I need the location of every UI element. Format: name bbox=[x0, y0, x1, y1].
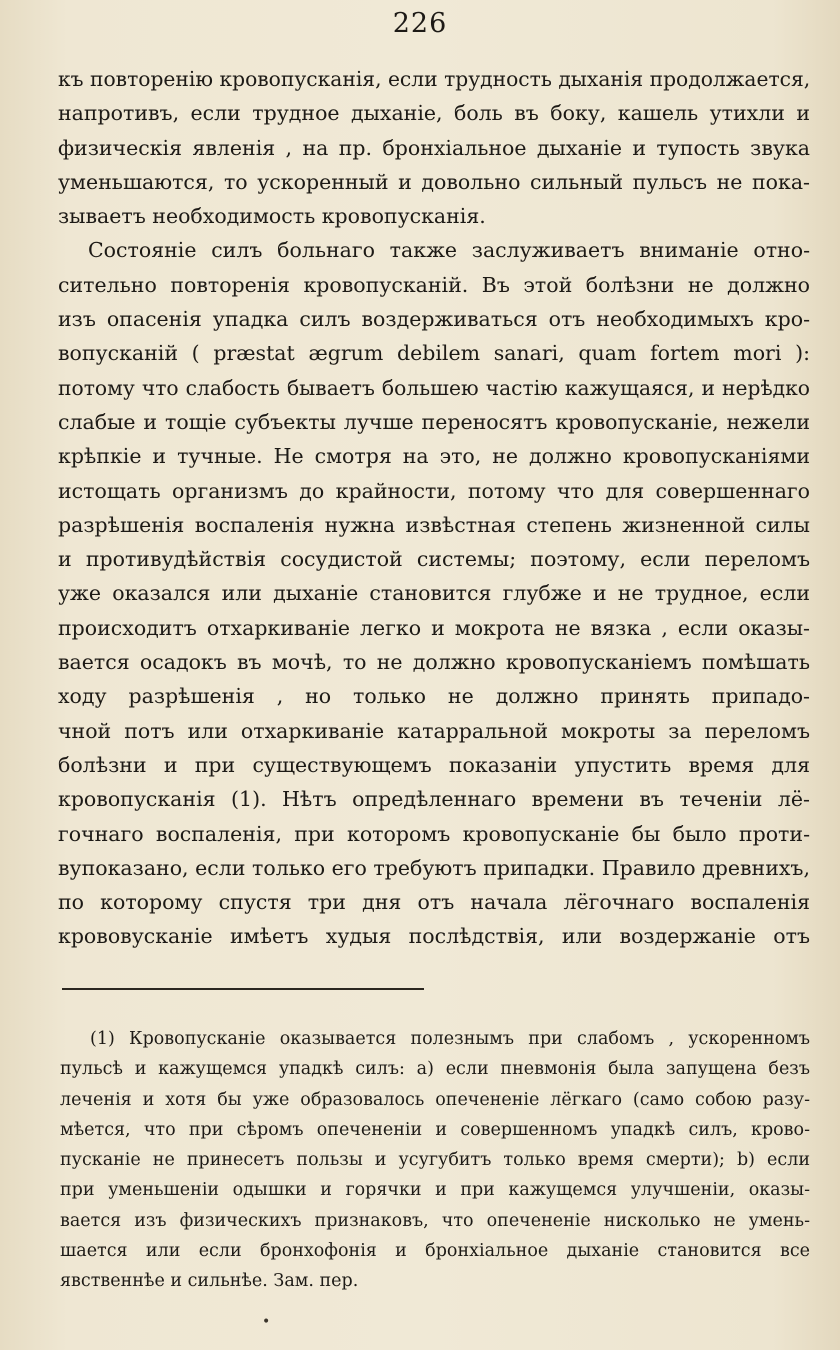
footnote-line: пусканіе не принесетъ пользы и усугубитъ только время смерти); b) если bbox=[60, 1150, 810, 1171]
footnote-line: пульсѣ и кажущемся упадкѣ силъ: a) если пневмонія была запущена безъ bbox=[60, 1059, 810, 1080]
text-line: истощать организмъ до крайности, потому что для совершеннаго bbox=[58, 478, 810, 503]
printer-mark: • bbox=[262, 1314, 271, 1330]
text-line: крововусканіе имѣетъ худыя послѣдствія, или воздержаніе отъ bbox=[58, 924, 810, 949]
footnote-line: шается или если бронхофонія и бронхіальное дыханіе становится все bbox=[60, 1241, 810, 1262]
text-line: уже оказался или дыханіе становится глубже и не трудное, если bbox=[58, 581, 810, 606]
footnote-line: при уменьшеніи одышки и горячки и при кажущемся улучшеніи, оказы- bbox=[60, 1180, 810, 1201]
text-line: гочнаго воспаленія, при которомъ кровопусканіе бы было проти- bbox=[58, 821, 810, 846]
footnote bbox=[60, 1024, 810, 1297]
text-line: кровопусканія (1). Нѣтъ опредѣленнаго времени въ теченіи лё- bbox=[58, 787, 810, 812]
footnote-line: явственнѣе и сильнѣе. Зам. пер. bbox=[60, 1271, 359, 1292]
text-line: чной потъ или отхаркиваніе катарральной мокроты за переломъ bbox=[58, 718, 810, 743]
footnote-line: мѣется, что при сѣромъ опечененіи и совершенномъ упадкѣ силъ, крово- bbox=[60, 1119, 810, 1140]
footnote-divider bbox=[62, 988, 424, 990]
text-line: изъ опасенія упадка силъ воздерживаться отъ необходимыхъ кро- bbox=[58, 307, 810, 332]
footnote-line: вается изъ физическихъ признаковъ, что опечененіе нисколько не умень- bbox=[60, 1210, 810, 1231]
text-line: вается осадокъ въ мочѣ, то не должно кровопусканіемъ помѣшать bbox=[58, 650, 810, 675]
text-line: вупоказано, если только его требуютъ припадки. Правило древнихъ, bbox=[58, 855, 810, 880]
text-line: слабые и тощіе субъекты лучше переносятъ кровопусканіе, нежели bbox=[58, 409, 810, 434]
main-text bbox=[58, 62, 810, 954]
text-line: напротивъ, если трудное дыханіе, боль въ боку, кашель утихли и bbox=[58, 101, 810, 126]
text-line: и противудѣйствія сосудистой системы; поэтому, если переломъ bbox=[58, 547, 810, 572]
footnote-line: (1) Кровопусканіе оказывается полезнымъ при слабомъ , ускоренномъ bbox=[90, 1029, 810, 1049]
text-line: сительно повторенія кровопусканій. Въ этой болѣзни не должно bbox=[58, 272, 810, 297]
text-line: къ повторенію кровопусканія, если трудность дыханія продолжается, bbox=[58, 67, 811, 91]
paragraph bbox=[58, 62, 810, 233]
text-line: происходитъ отхаркиваніе легко и мокрота не вязка , если оказы- bbox=[58, 615, 810, 640]
paragraph bbox=[58, 233, 810, 953]
text-line: крѣпкіе и тучные. Не смотря на это, не должно кровопусканіями bbox=[58, 444, 810, 469]
text-line: вопусканій ( præstat ægrum debilem sanari, quam fortem mori ): bbox=[58, 341, 810, 366]
text-line: болѣзни и при существующемъ показаніи упустить время для bbox=[58, 752, 810, 777]
text-line: физическія явленія , на пр. бронхіальное дыханіе и тупость звука bbox=[58, 135, 810, 160]
text-line: разрѣшенія воспаленія нужна извѣстная степень жизненной силы bbox=[58, 512, 810, 537]
text-line: по которому спустя три дня отъ начала лёгочнаго воспаленія bbox=[58, 890, 810, 915]
text-line: уменьшаются, то ускоренный и довольно сильный пульсъ не пока- bbox=[58, 169, 810, 194]
text-line: потому что слабость бываетъ большею частію кажущаяся, и нерѣдко bbox=[58, 375, 810, 400]
page-number: 226 bbox=[392, 8, 448, 39]
footnote-line: леченія и хотя бы уже образовалось опечененіе лёгкаго (само собою разу- bbox=[60, 1089, 810, 1110]
text-line: ходу разрѣшенія , но только не должно принять припадо- bbox=[58, 684, 810, 709]
text-line: зываетъ необходимость кровопусканія. bbox=[58, 204, 486, 229]
text-line: Состояніе силъ больнаго также заслуживаетъ вниманіе отно- bbox=[88, 238, 810, 263]
